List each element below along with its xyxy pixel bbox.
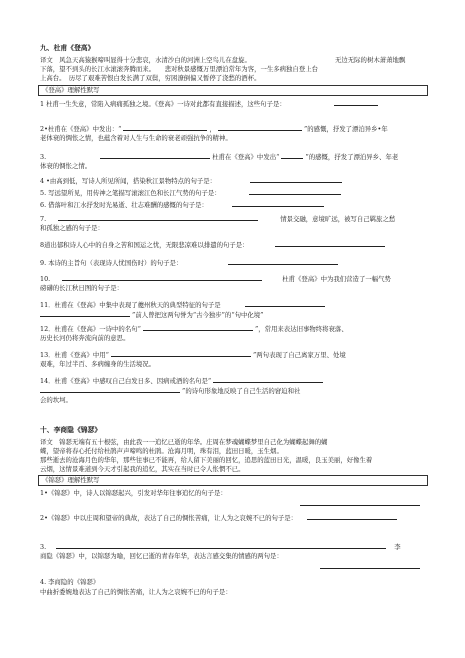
question-text: 杜甫在《登高》中发出“ [212, 153, 280, 161]
answer-blank[interactable] [62, 274, 262, 281]
answer-blank[interactable] [40, 310, 130, 317]
question-text: 1 杜甫一生失意，常陷入病痛孤独之境。《登高》一诗对此都有直接描述，这些句子是： [40, 100, 286, 108]
question-3 [40, 542, 437, 552]
answer-blank[interactable] [334, 99, 378, 106]
translation-line: 云烟，这情景难道到今天才引起我的追忆，其实在当时已令人怅惘不已。 [40, 465, 245, 473]
question-10-cont [40, 284, 437, 293]
question-3-cont [40, 552, 437, 561]
answer-blank[interactable] [228, 258, 338, 265]
question-text: 8道出郁积诗人心中的自身之苦和国运之忧，无限悲凉难以排遣的句子是： [40, 241, 249, 249]
answer-blank[interactable] [58, 214, 258, 221]
answer-blank[interactable] [143, 324, 253, 331]
question-7 [40, 214, 437, 224]
answer-blank[interactable] [213, 376, 323, 383]
question-text: 李 [394, 543, 401, 551]
question-13-cont: 艰难，年过半百、多病缠身的生活境况。 [40, 360, 156, 368]
translation-line: 译文 锦瑟无端有五十根弦，由此我一一追忆已逝的年华。庄周在梦魂蝴蝶梦里自己化为蝴蝶起舞的蝴 [40, 438, 328, 446]
answer-blank[interactable] [232, 200, 324, 207]
question-text: 5. 写远望所见，用传神之笔描写滚滚江色和长江气势的句子是： [40, 189, 221, 197]
question-4: 4. 李商隐的《锦瑟》 [40, 578, 100, 586]
question-11-cont [40, 310, 437, 320]
question-text: 10. [40, 275, 51, 283]
translation-line: 上高台。 历尽了艰难苦恨白发长满了双鬓，穷困潦倒偏又暂停了浇愁的酒杯。 [40, 74, 261, 82]
section-label: 《登高》理解性默写 [42, 86, 100, 94]
section-label-box [38, 85, 428, 96]
question-text: 14．杜甫《登高》中感叹自己白发日多、因病戒酒的名句是“ [40, 377, 212, 385]
answer-blank[interactable] [111, 350, 251, 357]
question-4 [40, 176, 437, 186]
question-text: ”，常用来表达旧事物终将衰落、 [254, 325, 348, 333]
question-text: 1•《锦瑟》中，诗人以锦瑟起兴，引发对华年往事追忆的句子是： [40, 489, 227, 497]
question-14-cont [40, 386, 437, 396]
answer-blank[interactable] [218, 124, 302, 131]
question-11 [40, 300, 437, 310]
question-2: 2•杜甫在《登高》中发出：“ ， ”的感慨，抒发了漂泊异乡•年 [40, 125, 388, 133]
question-text: 3. [40, 153, 47, 161]
question-8 [40, 240, 437, 250]
question-14-end: 会的坎坷。 [40, 396, 72, 404]
question-text: 9. 本诗的主旨句（表现诗人忧国伤时）的句子是： [40, 259, 183, 267]
question-3-cont: 体衰的惆怅之情。 [40, 162, 92, 170]
question-2-cont: 老体衰的惆怅之情，也蕴含着对人生与生命的衰老顽强抗争的精神。 [40, 134, 232, 142]
question-text: 7. [40, 215, 47, 223]
section-heading-jinse: 十、李商隐《锦瑟》 [40, 426, 102, 434]
question-text: 情景交融，意境旷远，被写自己羁旅之愁 [280, 215, 396, 223]
question-text: 13．杜甫《登高》中用“ [40, 351, 109, 359]
answer-blank[interactable] [100, 152, 210, 159]
answer-blank[interactable] [320, 562, 420, 569]
question-text: 杜甫《登高》中为我们营造了一幅气势 [282, 275, 391, 283]
question-7-cont: 和孤独之感的句子是： [40, 224, 104, 232]
answer-blank[interactable] [250, 176, 342, 183]
translation-line: 无边无际的树木萧萧地飘 [335, 56, 406, 64]
answer-blank[interactable] [40, 386, 180, 393]
question-text: 2•《锦瑟》中以庄周和望帝的典故，表达了自己的惆怅苦痛，让人为之哀婉不已的句子是： [40, 514, 298, 522]
question-text: ”的感慨，抒发了漂泊异乡、年老 [305, 153, 399, 161]
question-text: ”的诗句形象地反映了自己生活的窘迫和社 [182, 387, 301, 395]
question-12 [40, 324, 437, 334]
question-text: 12．杜甫在《登高》一诗中的名句“ [40, 325, 141, 333]
question-text: 磅礴的长江秋日图的句子是： [40, 284, 124, 292]
question-2 [40, 513, 437, 523]
question-text: 商隐《锦瑟》中，以锦瑟为喻，回忆已逝的青春年华，表达言感交集的情感的两句是： [40, 552, 283, 560]
question-10 [40, 274, 437, 284]
answer-blank[interactable] [281, 152, 303, 159]
question-text: ”两句表现了自己离家万里、处境 [253, 351, 346, 359]
answer-blank[interactable] [275, 240, 385, 247]
translation-line: 译文 风急天高猿猴啼叫显得十分悲哀，水清沙白的河洲上空鸟儿在盘旋。 [40, 56, 251, 64]
answer-blank[interactable] [300, 499, 420, 506]
answer-blank[interactable] [123, 124, 207, 131]
question-text: 3. [40, 543, 47, 551]
answer-blank[interactable] [307, 513, 397, 520]
question-14 [40, 376, 437, 386]
question-3 [40, 152, 437, 162]
answer-blank[interactable] [249, 188, 341, 195]
question-text: ”前人曾把这两句誉为“古今独步”的“句中化境” [132, 311, 264, 319]
question-text: 11．杜甫在《登高》中集中表现了夔州秋天的典型特征的句子是 [40, 301, 221, 309]
question-9 [40, 258, 437, 268]
translation-line: 下落，望不到头的长江水滚滚奔腾而来。 悲对秋景感慨万里漂泊常年为客，一生多病独自登上台 [40, 65, 318, 73]
section-label: 《锦瑟》理解性默写 [42, 476, 100, 484]
section-heading-dengao: 九、杜甫《登高》 [40, 44, 95, 52]
question-text: 2•杜甫在《登高》中发出：“ [40, 125, 122, 133]
answer-blank[interactable] [56, 542, 386, 549]
translation-line: 蝶，望帝将春心托付给杜鹃声声啼鸣的杜鹃。沧海月明，珠有泪，蓝田日暖，玉生烟。 [40, 447, 283, 455]
question-12-cont: 历史长河仍将奔流向前的意思。 [40, 334, 130, 342]
question-13 [40, 350, 437, 360]
question-1 [40, 99, 437, 109]
question-text: ”的感慨，抒发了漂泊异乡•年 [303, 125, 388, 133]
question-4-cont: 中曲折委婉地表达了自己的惆怅苦痛，让人为之哀婉不已的句子是： [40, 588, 232, 596]
answer-blank[interactable] [245, 300, 325, 307]
answer-blank-row [320, 562, 420, 572]
translation-line: 那些逝去的沧海月色的华年，那些往事已不能再，给人留下美丽的回忆，追思的蓝田日光，温暖，良玉美丽，好像生着 [40, 456, 373, 464]
answer-blank-row [300, 499, 420, 509]
question-1 [40, 489, 437, 498]
question-text: 6. 借落叶和江水抒发时光易逝、壮志难酬的感慨的句子是： [40, 201, 208, 209]
question-6 [40, 200, 437, 210]
question-text: 4 •由高到低，写诗人所见所闻，搭染秋江景物特点的句子是： [40, 177, 217, 185]
section-label-box [38, 475, 428, 486]
question-5 [40, 188, 437, 198]
